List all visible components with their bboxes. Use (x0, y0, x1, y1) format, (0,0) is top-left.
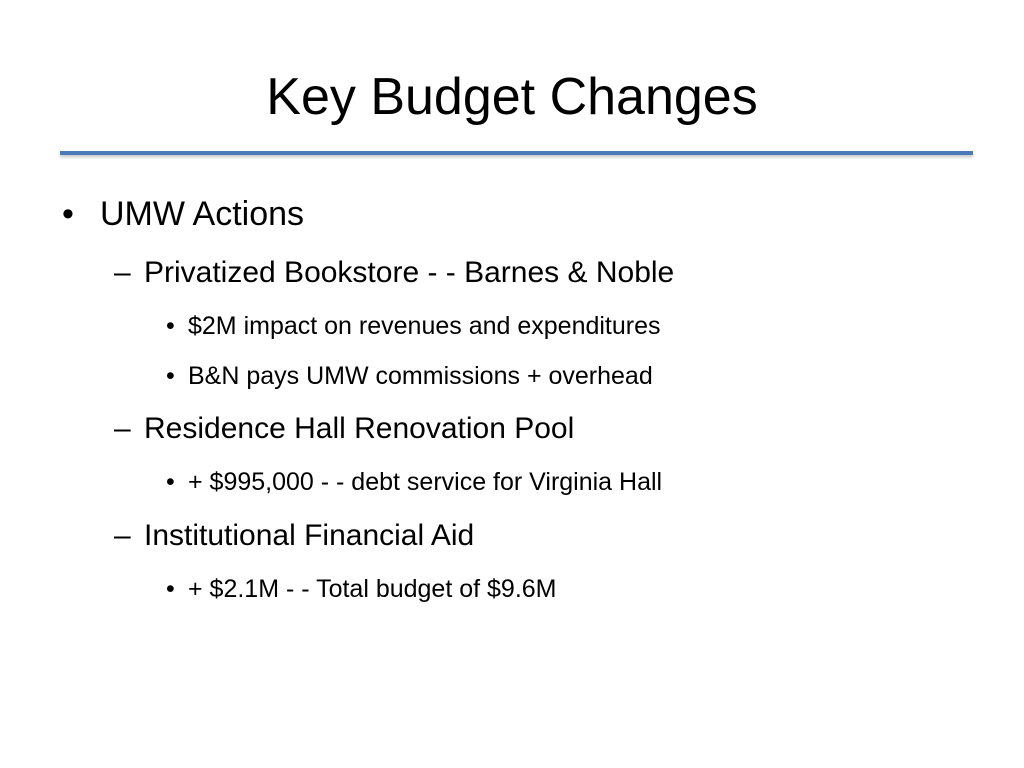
dash-marker: – (114, 412, 131, 445)
dash-marker: – (114, 519, 131, 552)
bullet-level2 (114, 255, 674, 291)
bullet-level3 (166, 361, 653, 391)
bullet-level1 (62, 194, 304, 234)
bullet-text: Privatized Bookstore - - Barnes & Noble (144, 256, 675, 289)
bullet-level2 (114, 411, 574, 447)
bullet-text: Institutional Financial Aid (144, 519, 475, 552)
bullet-text: B&N pays UMW commissions + overhead (188, 362, 653, 390)
bullet-level3 (166, 467, 662, 497)
bullet-text: + $995,000 - - debt service for Virginia Hall (188, 468, 663, 496)
bullet-marker: • (166, 362, 175, 390)
bullet-text: + $2.1M - - Total budget of $9.6M (188, 575, 557, 603)
dash-marker: – (114, 256, 131, 289)
bullet-text: Residence Hall Renovation Pool (144, 412, 575, 445)
bullet-marker: • (166, 468, 175, 496)
bullet-marker: • (166, 575, 175, 603)
bullet-marker: • (166, 312, 175, 340)
bullet-text: UMW Actions (100, 195, 305, 233)
bullet-marker: • (62, 195, 74, 233)
bullet-level3 (166, 574, 557, 604)
slide-title: Key Budget Changes (266, 68, 758, 126)
bullet-level2 (114, 518, 474, 554)
bullet-text: $2M impact on revenues and expenditures (188, 312, 661, 340)
bullet-level3 (166, 311, 661, 341)
